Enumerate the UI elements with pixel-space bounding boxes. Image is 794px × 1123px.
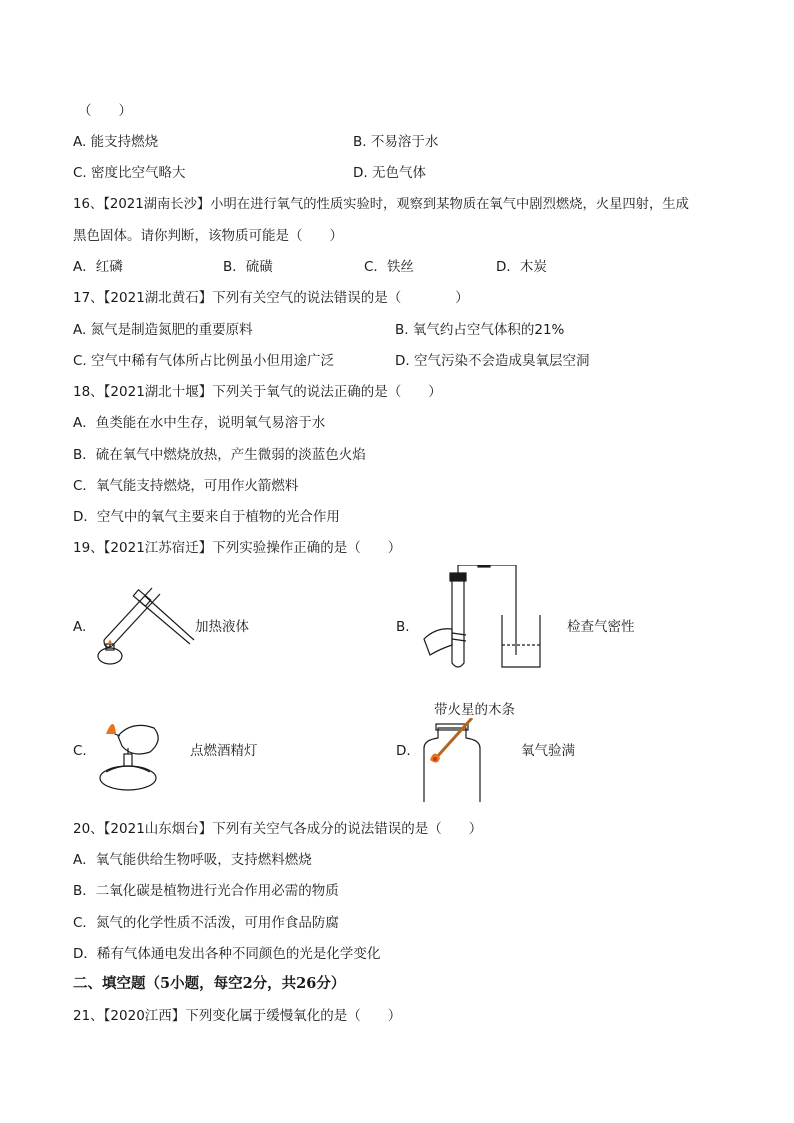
q16-stem-line1: 16、【2021湖南长沙】小明在进行氧气的性质实验时，观察到某物质在氧气中剧烈燃烧，火星四射，生成 [73,197,689,212]
q18-option-b[interactable] [73,446,366,464]
q20-option-b[interactable] [73,882,339,900]
q16-option-b[interactable] [223,258,273,276]
option-letter: D． [73,509,97,525]
option-letter: D. [395,353,410,369]
q17-option-d[interactable] [395,352,589,370]
option-letter: B． [73,447,96,463]
q15-answer-blank: （ ） [78,103,132,119]
q16-stem-line2: 黑色固体。请你判断，该物质可能是（ ） [73,228,343,244]
q15-option-b[interactable] [353,133,438,151]
airtightness-check-figure [422,565,552,675]
q18-option-d[interactable] [73,508,340,526]
q20-option-a[interactable] [73,851,312,869]
q17-option-c[interactable] [73,352,334,370]
option-letter: B. [353,134,367,150]
option-letter: C． [73,915,96,931]
option-letter: D. [353,165,368,181]
q17-option-a[interactable] [73,321,253,339]
q19-option-a-text: 加热液体 [195,619,249,635]
option-text: 铁丝 [386,259,414,275]
option-text: 空气污染不会造成臭氧层空洞 [413,353,590,369]
q15-option-a[interactable] [73,133,158,151]
option-text: 空气中的氧气主要来自于植物的光合作用 [96,509,340,525]
option-text: 氮气的化学性质不活泼，可用作食品防腐 [95,915,339,931]
q16-option-d[interactable] [496,258,547,276]
q20-option-c[interactable] [73,914,339,932]
q16-option-a[interactable] [73,258,123,276]
q19-option-d-letter[interactable]: D. [396,743,411,759]
q19-option-d-text: 氧气验满 [521,743,575,759]
option-text: 氧气能供给生物呼吸，支持燃料燃烧 [95,852,312,868]
option-letter: D． [496,259,520,275]
q18-option-c[interactable] [73,477,298,495]
option-letter: C. [73,165,87,181]
option-letter: C． [364,259,387,275]
option-letter: A． [73,259,96,275]
option-letter: B. [395,322,409,338]
q19-option-c-text: 点燃酒精灯 [190,743,258,759]
option-text: 空气中稀有气体所占比例虽小但用途广泛 [91,353,335,369]
q17-stem: 17、【2021湖北黄石】下列有关空气的说法错误的是（ ） [73,290,469,306]
option-letter: C. [73,353,87,369]
option-text: 鱼类能在水中生存，说明氧气易溶于水 [95,415,326,431]
option-text: 氧气能支持燃烧，可用作火箭燃料 [95,478,299,494]
option-text: 稀有气体通电发出各种不同颜色的光是化学变化 [96,946,381,962]
lighting-alcohol-lamp-figure [92,706,177,794]
q17-option-b[interactable] [395,321,564,339]
option-letter: A． [73,852,96,868]
option-letter: A. [73,134,87,150]
q20-stem: 20、【2021山东烟台】下列有关空气各成分的说法错误的是（ ） [73,821,483,837]
option-letter: B． [73,883,96,899]
option-text: 能支持燃烧 [90,134,159,150]
q18-stem: 18、【2021湖北十堰】下列关于氧气的说法正确的是（ ） [73,384,442,400]
option-text: 红磷 [95,259,123,275]
option-text: 无色气体 [371,165,426,181]
q15-option-d[interactable] [353,164,426,182]
option-letter: D． [73,946,97,962]
oxygen-full-check-figure [420,718,490,804]
q16-option-c[interactable] [364,258,414,276]
option-letter: A． [73,415,96,431]
q19-option-a-letter[interactable]: A. [73,619,87,635]
q21-stem: 21、【2020江西】下列变化属于缓慢氧化的是（ ） [73,1008,402,1024]
option-letter: B． [223,259,246,275]
option-text: 氮气是制造氮肥的重要原料 [90,322,253,338]
q20-option-d[interactable] [73,945,380,963]
option-text: 木炭 [519,259,547,275]
q19-stem: 19、【2021江苏宿迁】下列实验操作正确的是（ ） [73,540,402,556]
option-text: 密度比空气略大 [91,165,186,181]
option-text: 硫在氧气中燃烧放热，产生微弱的淡蓝色火焰 [95,447,366,463]
option-text: 不易溶于水 [370,134,439,150]
option-text: 硫磺 [245,259,273,275]
heating-liquid-figure [90,578,200,668]
q18-option-a[interactable] [73,414,325,432]
q15-option-c[interactable] [73,164,186,182]
q19-option-b-letter[interactable]: B. [396,619,410,635]
q19-option-c-letter[interactable]: C. [73,743,87,759]
option-text: 氧气约占空气体积的21% [412,322,565,338]
option-text: 二氧化碳是植物进行光合作用必需的物质 [95,883,339,899]
option-letter: A. [73,322,87,338]
glowing-splint-label: 带火星的木条 [434,702,515,718]
q19-option-b-text: 检查气密性 [567,619,635,635]
section-title-fill-in: 二、填空题（5小题，每空2分，共26分） [73,975,346,992]
option-letter: C． [73,478,96,494]
